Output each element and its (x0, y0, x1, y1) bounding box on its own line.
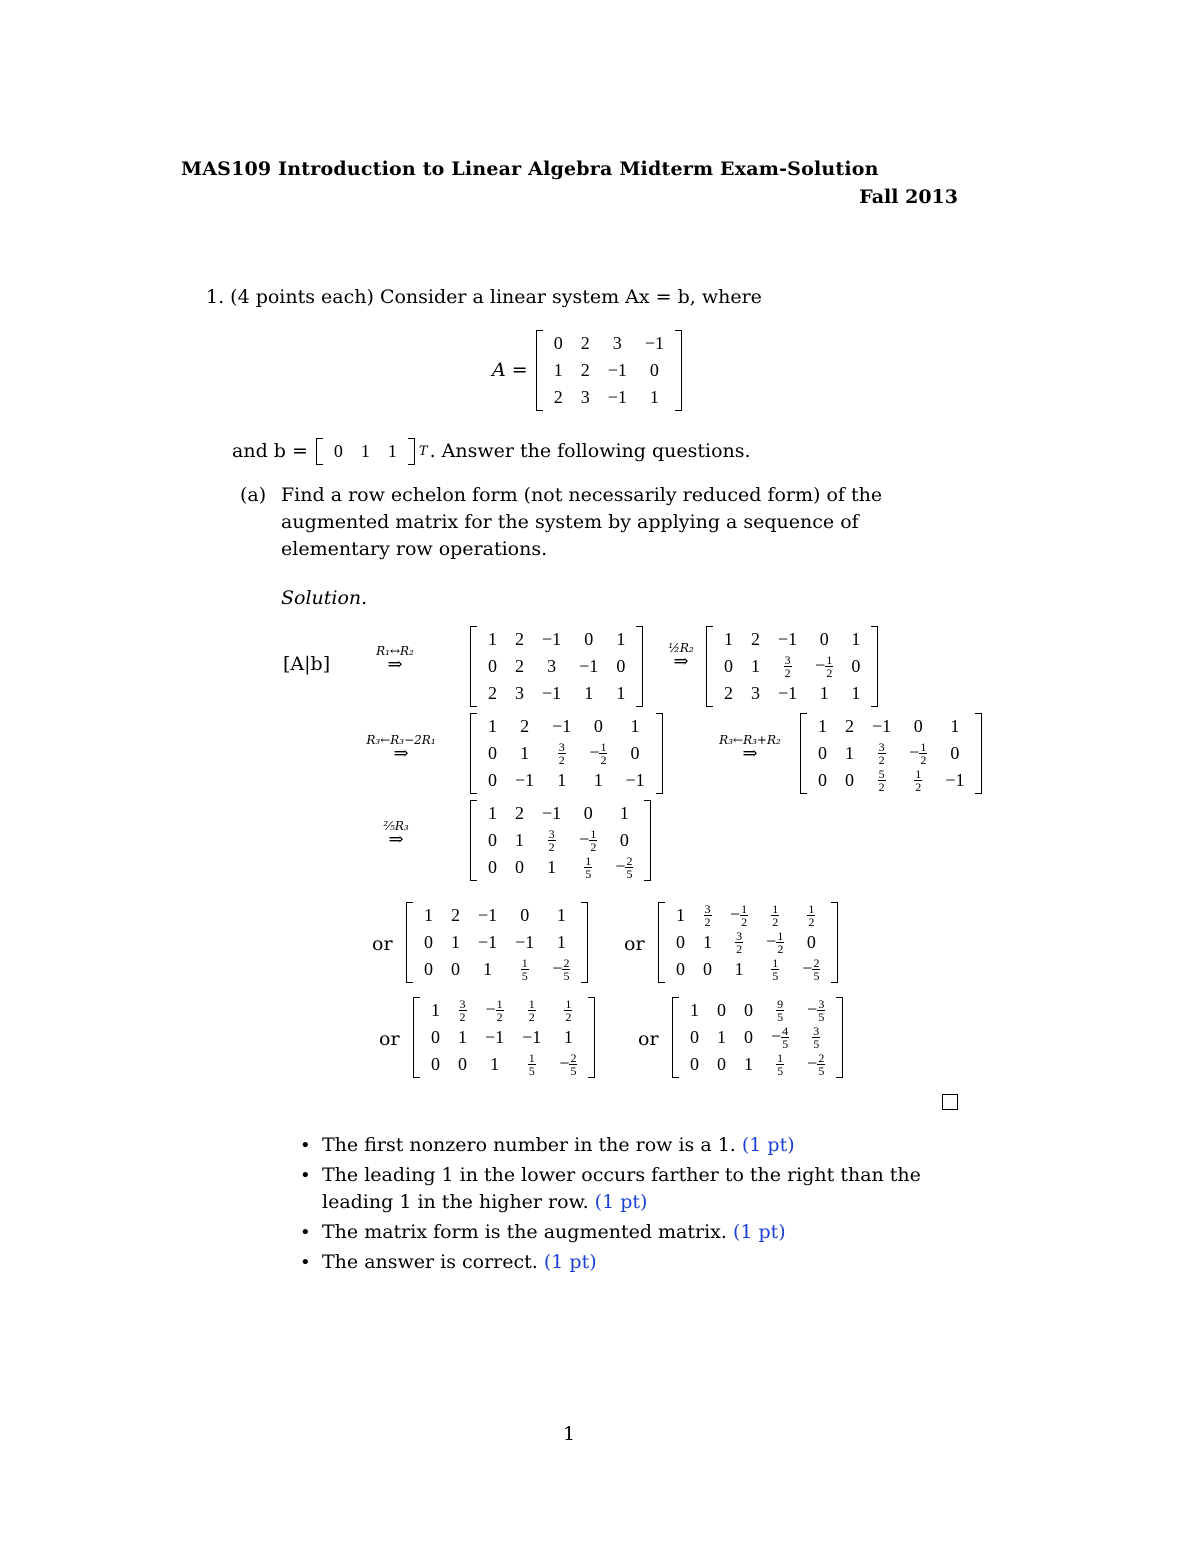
b-text-before: and b = (232, 440, 308, 462)
matrix-cell: 1 (360, 441, 370, 461)
matrix-cell: − $\frac{1}{2}$ (766, 929, 784, 956)
matrix-cell: $\frac{3}{2}$ (704, 902, 711, 929)
matrix-cell: 0 (488, 743, 497, 763)
page-number: 1 (563, 1423, 576, 1445)
op-r3-plus-r2: R₃←R₃+R₂ ⇒ (719, 733, 781, 764)
matrix-cell: 2 (580, 360, 590, 380)
matrix-cell: − $\frac{1}{2}$ (909, 740, 927, 767)
problem-intro: 1. (4 points each) Consider a linear system Ax = b, where (206, 286, 762, 308)
matrix-step5 (470, 800, 651, 881)
matrix-cell: 1 (387, 441, 397, 461)
matrix-cell: 2 (751, 629, 760, 649)
matrix-cell: $\frac{1}{5}$ (521, 956, 528, 983)
matrix-cell: 0 (818, 770, 827, 790)
matrix-cell: 1 (431, 1000, 440, 1020)
matrix-cell: 1 (649, 387, 659, 407)
solution-label: Solution. (281, 587, 368, 609)
matrix-cell: 1 (451, 932, 460, 952)
op-swap: R₁↔R₂ ⇒ (376, 644, 414, 675)
matrix-cell: 1 (458, 1027, 467, 1047)
exam-title: MAS109 Introduction to Linear Algebra Midterm Exam-Solution (181, 158, 879, 180)
matrix-cell: 1 (845, 743, 854, 763)
matrix-alt4 (672, 997, 843, 1078)
matrix-cell: 0 (676, 959, 685, 979)
op-scale-r3: ⅖R₃ ⇒ (383, 819, 409, 850)
matrix-cell: − $\frac{2}{5}$ (802, 956, 820, 983)
matrix-cell: 2 (845, 716, 854, 736)
matrix-cell: −1 (515, 932, 535, 952)
matrix-cell: −1 (522, 1027, 542, 1047)
matrix-cell: $\frac{3}{2}$ (736, 929, 743, 956)
matrix-cell: − $\frac{1}{2}$ (485, 997, 503, 1024)
matrix-cell: 0 (488, 857, 497, 877)
matrix-cell: 1 (488, 716, 497, 736)
matrix-cell: 1 (703, 932, 712, 952)
matrix-cell: $\frac{1}{2}$ (808, 902, 815, 929)
matrix-cell: 0 (593, 716, 603, 736)
matrix-cell: −1 (478, 905, 498, 925)
matrix-cell: 1 (818, 716, 827, 736)
matrix-cell: $\frac{3}{2}$ (459, 997, 466, 1024)
matrix-cell: − $\frac{1}{2}$ (589, 740, 607, 767)
matrix-cell: 0 (333, 441, 343, 461)
or-label-4: or (638, 1028, 659, 1050)
matrix-cell: −1 (607, 387, 627, 407)
part-a-label: (a) (240, 484, 267, 506)
rubric-item: • The leading 1 in the lower occurs farther to the right than the leading 1 in the higher row. (1 pt) (300, 1162, 970, 1216)
or-label-1: or (372, 933, 393, 955)
matrix-cell: −1 (552, 716, 572, 736)
matrix-cell: −1 (542, 629, 562, 649)
matrix-cell: 0 (649, 360, 659, 380)
matrix-cell: 3 (612, 333, 622, 353)
matrix-cell: 0 (818, 743, 827, 763)
matrix-cell: 0 (744, 1000, 753, 1020)
matrix-cell: − $\frac{3}{5}$ (807, 997, 825, 1024)
matrix-cell: 1 (593, 770, 603, 790)
matrix-cell: −1 (542, 803, 562, 823)
matrix-cell: 0 (845, 770, 854, 790)
or-label-3: or (379, 1028, 400, 1050)
matrix-cell: 1 (616, 629, 626, 649)
matrix-cell: 0 (717, 1054, 726, 1074)
matrix-cell: $\frac{9}{5}$ (777, 997, 784, 1024)
matrix-cell: 0 (583, 803, 593, 823)
matrix-cell: 0 (451, 959, 460, 979)
matrix-cell: 0 (703, 959, 712, 979)
matrix-A-block (492, 330, 682, 411)
b-text-after: . Answer the following questions. (429, 440, 751, 462)
matrix-cell: 0 (553, 333, 563, 353)
matrix-cell: −1 (778, 629, 798, 649)
matrix-cell: 1 (556, 932, 566, 952)
matrix-cell: 0 (619, 830, 629, 850)
matrix-cell: $\frac{3}{2}$ (878, 740, 885, 767)
matrix-cell: − $\frac{1}{2}$ (730, 902, 748, 929)
matrix-cell: 1 (424, 905, 433, 925)
qed-square-icon (942, 1094, 958, 1110)
matrix-cell: $\frac{3}{5}$ (813, 1024, 820, 1051)
matrix-cell: 0 (488, 770, 497, 790)
matrix-cell: 1 (515, 830, 524, 850)
matrix-cell: 0 (744, 1027, 753, 1047)
b-definition: and b = 0 1 1 T . Answer the following questions. (232, 438, 751, 465)
matrix-cell: 2 (451, 905, 460, 925)
exam-term: Fall 2013 (859, 186, 958, 208)
op-r3-minus-2r1: R₃←R₃−2R₁ ⇒ (366, 733, 436, 764)
matrix-cell: 1 (557, 770, 567, 790)
matrix-cell: −1 (579, 656, 599, 676)
matrix-cell: 1 (690, 1000, 699, 1020)
matrix-cell: 1 (819, 683, 829, 703)
matrix-step3 (470, 713, 663, 794)
matrix-cell: −1 (778, 683, 798, 703)
matrix-cell: 0 (950, 743, 960, 763)
matrix-cell: $\frac{1}{2}$ (528, 997, 535, 1024)
matrix-cell: $\frac{3}{2}$ (548, 827, 555, 854)
matrix-cell: 1 (488, 629, 497, 649)
matrix-cell: $\frac{5}{2}$ (878, 767, 885, 794)
matrix-step2 (706, 626, 878, 707)
matrix-cell: −1 (625, 770, 645, 790)
rubric-item: • The first nonzero number in the row is a 1. (1 pt) (300, 1132, 970, 1159)
matrix-cell: 3 (751, 683, 760, 703)
matrix-cell: 0 (724, 656, 733, 676)
matrix-cell: −1 (644, 333, 664, 353)
matrix-cell: 0 (488, 656, 497, 676)
matrix-cell: 0 (630, 743, 640, 763)
matrix-cell: − $\frac{1}{2}$ (815, 653, 833, 680)
matrix-cell: 3 (515, 683, 524, 703)
matrix-cell: 2 (553, 387, 563, 407)
op-scale-r2: ½R₂ ⇒ (668, 641, 694, 672)
matrix-cell: 0 (458, 1054, 467, 1074)
part-a-text: Find a row echelon form (not necessarily reduced form) of the augmented matrix for the system by applying a sequence of elementary row operations. (281, 484, 883, 560)
matrix-step4 (800, 713, 982, 794)
matrix-cell: $\frac{1}{2}$ (915, 767, 922, 794)
matrix-cell: 2 (724, 683, 733, 703)
matrix-cell: 0 (431, 1027, 440, 1047)
matrix-cell: 0 (424, 959, 433, 979)
matrix-cell: 1 (751, 656, 760, 676)
rubric-item: • The matrix form is the augmented matrix. (1 pt) (300, 1219, 970, 1246)
matrix-cell: 0 (676, 932, 685, 952)
matrix-cell: 2 (580, 333, 590, 353)
matrix-cell: 1 (630, 716, 640, 736)
matrix-cell: 1 (547, 857, 557, 877)
rubric-item: • The answer is correct. (1 pt) (300, 1249, 970, 1276)
matrix-cell: $\frac{1}{2}$ (772, 902, 779, 929)
matrix-cell: −1 (607, 360, 627, 380)
matrix-cell: 0 (488, 830, 497, 850)
matrix-A (536, 330, 682, 411)
matrix-cell: 0 (584, 629, 594, 649)
matrix-cell: −1 (945, 770, 965, 790)
matrix-cell: 0 (690, 1027, 699, 1047)
matrix-cell: 0 (690, 1054, 699, 1074)
matrix-cell: 3 (547, 656, 557, 676)
matrix-cell: 0 (515, 857, 524, 877)
matrix-cell: 1 (717, 1027, 726, 1047)
matrix-cell: 0 (520, 905, 530, 925)
matrix-cell: $\frac{1}{5}$ (528, 1051, 535, 1078)
matrix-cell: 2 (520, 716, 530, 736)
matrix-cell: 3 (580, 387, 590, 407)
vector-b (316, 438, 415, 465)
augmented-label: [A|b] (283, 653, 331, 675)
matrix-cell: 0 (431, 1054, 440, 1074)
matrix-cell: 0 (851, 656, 861, 676)
matrix-cell: 1 (851, 683, 861, 703)
matrix-cell: $\frac{1}{5}$ (777, 1051, 784, 1078)
matrix-cell: −1 (478, 932, 498, 952)
matrix-cell: 1 (851, 629, 861, 649)
matrix-cell: −1 (515, 770, 535, 790)
matrix-cell: 1 (734, 959, 744, 979)
matrix-cell: 1 (520, 743, 530, 763)
matrix-cell: 1 (553, 360, 563, 380)
matrix-cell: 1 (490, 1054, 500, 1074)
matrix-cell: − $\frac{4}{5}$ (771, 1024, 789, 1051)
matrix-cell: 0 (913, 716, 923, 736)
matrix-cell: 1 (584, 683, 594, 703)
matrix-cell: $\frac{3}{2}$ (784, 653, 791, 680)
matrix-cell: 2 (515, 803, 524, 823)
matrix-cell: 0 (819, 629, 829, 649)
matrix-A-label: A = (492, 359, 528, 381)
matrix-cell: 0 (806, 932, 816, 952)
matrix-cell: 1 (676, 905, 685, 925)
matrix-alt3 (413, 997, 595, 1078)
matrix-cell: $\frac{1}{5}$ (772, 956, 779, 983)
matrix-cell: −1 (872, 716, 892, 736)
matrix-cell: 0 (616, 656, 626, 676)
matrix-cell: 1 (950, 716, 960, 736)
matrix-cell: − $\frac{2}{5}$ (552, 956, 570, 983)
matrix-cell: 2 (515, 656, 524, 676)
matrix-cell: 1 (563, 1027, 573, 1047)
matrix-step1 (470, 626, 643, 707)
matrix-cell: −1 (485, 1027, 505, 1047)
or-label-2: or (624, 933, 645, 955)
rubric-list (300, 1132, 970, 1279)
matrix-cell: 1 (619, 803, 629, 823)
matrix-alt1 (406, 902, 588, 983)
matrix-cell: 1 (488, 803, 497, 823)
matrix-cell: − $\frac{2}{5}$ (807, 1051, 825, 1078)
matrix-cell: 1 (616, 683, 626, 703)
matrix-cell: 2 (488, 683, 497, 703)
matrix-cell: − $\frac{1}{2}$ (579, 827, 597, 854)
matrix-cell: 0 (717, 1000, 726, 1020)
matrix-cell: − $\frac{2}{5}$ (559, 1051, 577, 1078)
matrix-cell: $\frac{1}{2}$ (565, 997, 572, 1024)
matrix-cell: 1 (556, 905, 566, 925)
matrix-cell: 2 (515, 629, 524, 649)
matrix-alt2 (658, 902, 838, 983)
matrix-cell: 1 (483, 959, 493, 979)
matrix-cell: −1 (542, 683, 562, 703)
matrix-cell: 1 (744, 1054, 753, 1074)
matrix-cell: $\frac{3}{2}$ (558, 740, 565, 767)
matrix-cell: − $\frac{2}{5}$ (615, 854, 633, 881)
matrix-cell: 0 (424, 932, 433, 952)
matrix-cell: 1 (724, 629, 733, 649)
matrix-cell: $\frac{1}{5}$ (585, 854, 592, 881)
